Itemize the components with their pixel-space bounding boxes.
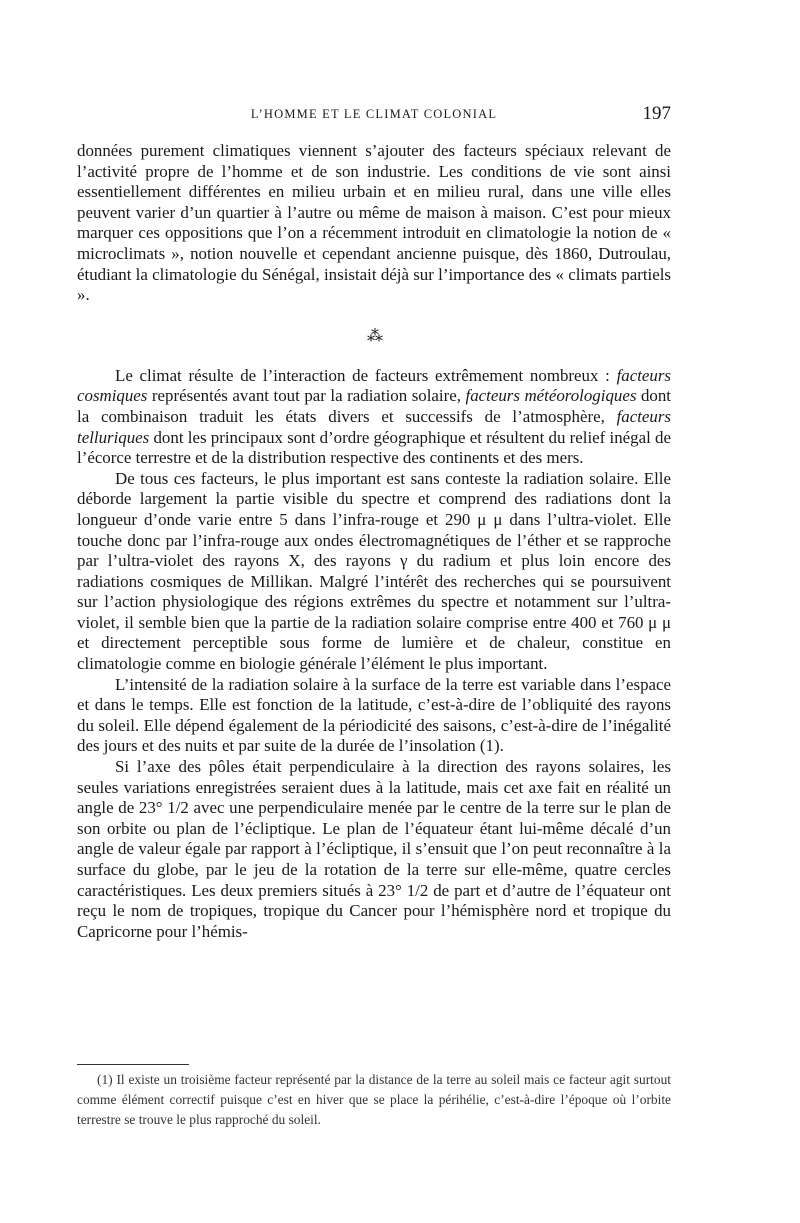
text-run: De tous ces facteurs, le plus important est sans conteste la radiation solaire. Elle déborde largement la partie visible du spectre et comprend des radiations dont la longueur d’onde varie entre 5 dans l’infra-rouge et 290 μ μ dans l’ultra-violet. Elle touche donc par l’infra-rouge aux ondes électromagnétiques de l’éther et se rapproche par l’ultra-violet des rayons X, des rayons γ du radium et plus loin encore des radiations cosmiques de Millikan. Malgré l’intérêt des recherches qui se poursuivent sur l’action physiologique des régions extrêmes du spectre et notamment sur l’ultra-violet, il semble bien que la partie de la radiation solaire comprise entre 400 et 760 μ μ et directement perceptible sous forme de lumière et de chaleur, constitue en climatologie comme en biologie générale l’élément le plus important. (77, 468, 671, 674)
body-text (77, 141, 671, 942)
text-run: Le climat résulte de l’interaction de facteurs extrêmement nombreux : (115, 365, 617, 385)
text-run: représentés avant tout par la radiation solaire, (147, 386, 466, 406)
text-run: dont la combinaison traduit les états divers et successifs de l’atmosphère, (77, 386, 671, 426)
text-run: dont les principaux sont d’ordre géographique et résultent du relief inégal de l’écorce terrestre et de la distribution respective des continents et des mers. (77, 427, 671, 468)
italic-term: facteurs météorologiques (465, 386, 637, 406)
italic-term: facteurs cosmiques (77, 365, 671, 406)
page-number: 197 (642, 103, 671, 124)
section-separator: ⁂ (367, 327, 381, 345)
paragraph (77, 757, 671, 942)
running-title: L’HOMME ET LE CLIMAT COLONIAL (250, 107, 498, 121)
text-run: L’intensité de la radiation solaire à la surface de la terre est variable dans l’espace et dans le temps. Elle est fonction de la latitude, c’est-à-dire de l’obliquité des rayons du soleil. Elle dépend également de la périodicité des saisons, c’est-à-dire de l’inégalité des jours et des nuits et par suite de la durée de l’insolation (1). (77, 674, 671, 756)
italic-term: facteurs telluriques (77, 406, 671, 447)
footnote: (1) Il existe un troisième facteur représenté par la distance de la terre au soleil mais ce facteur agit surtout comme élément correctif puisque c’est en hiver que se place la périhélie, c’est-à-dire l’époque où l’orbite terrestre se trouve le plus rapproché du soleil. (77, 1072, 671, 1128)
text-run: Si l’axe des pôles était perpendiculaire à la direction des rayons solaires, les seules variations enregistrées seraient dues à la latitude, mais cet axe fait en réalité un angle de 23° 1/2 avec une perpendiculaire menée par le centre de la terre sur le plan de son orbite ou plan de l’écliptique. Le plan de l’équateur étant lui-même décalé d’un angle de valeur égale par rapport à l’écliptique, il s’ensuit que l’on peut reconnaître à la surface du globe, par le jeu de la rotation de la terre sur elle-même, quatre cercles caractéristiques. Les deux premiers situés à 23° 1/2 de part et d’autre de l’équateur ont reçu le nom de tropiques, tropique du Cancer pour l’hémisphère nord et tropique du Capricorne pour l’hémis- (77, 757, 671, 941)
page-header (77, 103, 671, 129)
text-run: données purement climatiques viennent s’ajouter des facteurs spéciaux relevant de l’activité propre de l’homme et de son industrie. Les conditions de vie sont ainsi essentiellement différentes en milieu urbain et en milieu rural, dans une ville elles peuvent varier d’un quartier à l’autre ou même de maison à maison. C’est pour mieux marquer ces oppositions que l’on a récemment introduit en climatologie la notion de « microclimats », notion nouvelle et cependant ancienne puisque, dès 1860, Dutroulau, étudiant la climatologie du Sénégal, insistait déjà sur l’importance des « climats partiels ». (77, 141, 671, 305)
paragraph (77, 469, 671, 675)
paragraph (77, 366, 671, 469)
paragraph (77, 141, 671, 306)
footnote-rule (77, 1064, 189, 1065)
paragraph (77, 675, 671, 757)
